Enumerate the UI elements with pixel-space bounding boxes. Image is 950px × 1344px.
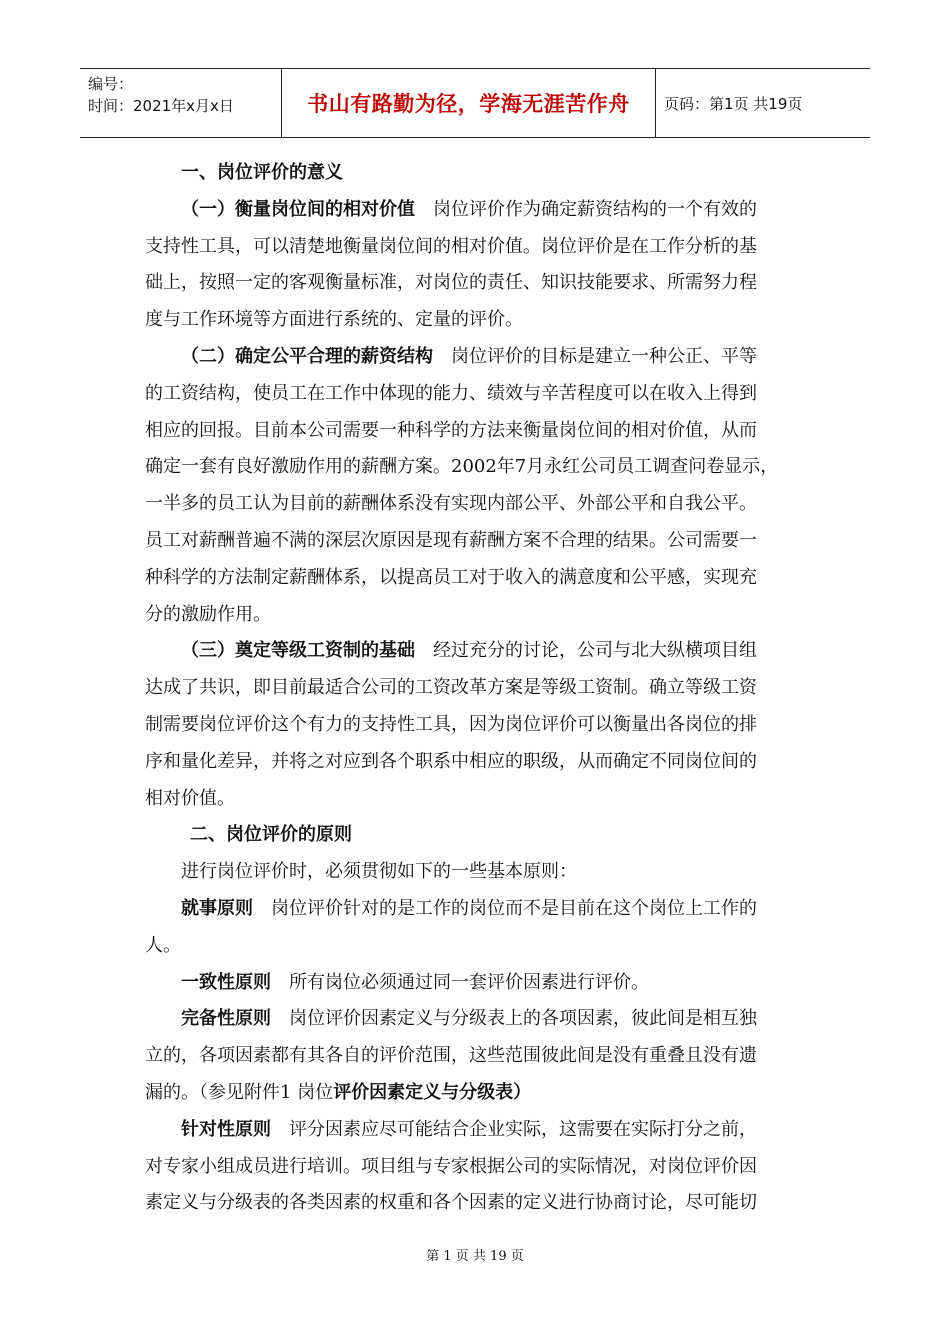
paragraph-3-line: 制需要岗位评价这个有力的支持性工具，因为岗位评价可以衡量出各岗位的排 [145,713,757,735]
principle-3-line: 完备性原则 岗位评价因素定义与分级表上的各项因素，彼此间是相互独 [181,1008,757,1030]
paragraph-3-line: 相对价值。 [145,787,235,809]
paragraph-3-line: 达成了共识，即目前最适合公司的工资改革方案是等级工资制。确立等级工资 [145,677,757,699]
paragraph-2-line: 种科学的方法制定薪酬体系，以提高员工对于收入的满意度和公平感，实现充 [145,566,757,588]
paragraph-1-line: 支持性工具，可以清楚地衡量岗位间的相对价值。岗位评价是在工作分析的基 [145,235,757,257]
paragraph-2-line: 分的激励作用。 [145,603,271,625]
section-1-title: 一、岗位评价的意义 [181,162,343,183]
header-motto: 书山有路勤为径，学海无涯苦作舟 [307,92,630,116]
principle-4-heading: 针对性原则 [181,1118,271,1140]
principle-4-line: 素定义与分级表的各类因素的权重和各个因素的定义进行协商讨论，尽可能切 [145,1192,757,1214]
principle-1-line: 就事原则 岗位评价针对的是工作的岗位而不是目前在这个岗位上工作的 [181,897,757,919]
document-date: 时间：2021年x月x日 [88,97,234,115]
paragraph-3-line: 序和量化差异，并将之对应到各个职系中相应的职级，从而确定不同岗位间的 [145,750,757,772]
paragraph-3-heading: （三）奠定等级工资制的基础 [181,640,415,662]
section-2-intro: 进行岗位评价时，必须贯彻如下的一些基本原则： [181,861,577,883]
page-footer: 第 1 页 共 19 页 [426,1249,524,1264]
header-meta [80,69,282,137]
principle-3-line: 立的，各项因素都有其各自的评价范围，这些范围彼此间是没有重叠且没有遗 [145,1045,757,1067]
document-number: 编号： [88,75,134,93]
paragraph-1-heading: （一）衡量岗位间的相对价值 [181,198,415,220]
paragraph-2-heading: （二）确定公平合理的薪资结构 [181,345,433,367]
document-header [80,68,870,138]
principle-3-heading: 完备性原则 [181,1008,271,1030]
header-page-info: 页码：第1页 共19页 [664,94,803,113]
paragraph-2-line: 确定一套有良好激励作用的薪酬方案。2002年7月永红公司员工调查问卷显示， [145,456,779,478]
paragraph-1-line: 度与工作环境等方面进行系统的、定量的评价。 [145,309,523,331]
paragraph-1-line: （一）衡量岗位间的相对价值 岗位评价作为确定薪资结构的一个有效的 [181,198,757,220]
principle-4-line: 针对性原则 评分因素应尽可能结合企业实际，这需要在实际打分之前， [181,1118,757,1140]
paragraph-2-line: 员工对薪酬普遍不满的深层次原因是现有薪酬方案不合理的结果。公司需要一 [145,529,757,551]
principle-1-heading: 就事原则 [181,897,253,919]
appendix-reference: 评价因素定义与分级表） [333,1081,532,1103]
paragraph-1-line: 础上，按照一定的客观衡量标准，对岗位的责任、知识技能要求、所需努力程 [145,272,757,294]
paragraph-2-line: （二）确定公平合理的薪资结构 岗位评价的目标是建立一种公正、平等 [181,345,757,367]
paragraph-2-line: 一半多的员工认为目前的薪酬体系没有实现内部公平、外部公平和自我公平。 [145,493,757,515]
section-2-title: 二、岗位评价的原则 [190,824,352,846]
header-motto-cell [282,69,656,137]
paragraph-2-line: 的工资结构，使员工在工作中体现的能力、绩效与辛苦程度可以在收入上得到 [145,382,757,404]
principle-4-line: 对专家小组成员进行培训。项目组与专家根据公司的实际情况，对岗位评价因 [145,1155,757,1177]
principle-2-line: 一致性原则 所有岗位必须通过同一套评价因素进行评价。 [181,971,649,993]
principle-3-line: 漏的。（参见附件1 岗位评价因素定义与分级表） [145,1081,532,1103]
paragraph-2-line: 相应的回报。目前本公司需要一种科学的方法来衡量岗位间的相对价值，从而 [145,419,757,441]
principle-1-line: 人。 [145,934,181,956]
paragraph-3-line: （三）奠定等级工资制的基础 经过充分的讨论，公司与北大纵横项目组 [181,640,757,662]
principle-2-heading: 一致性原则 [181,971,271,993]
document-body [145,155,805,1222]
